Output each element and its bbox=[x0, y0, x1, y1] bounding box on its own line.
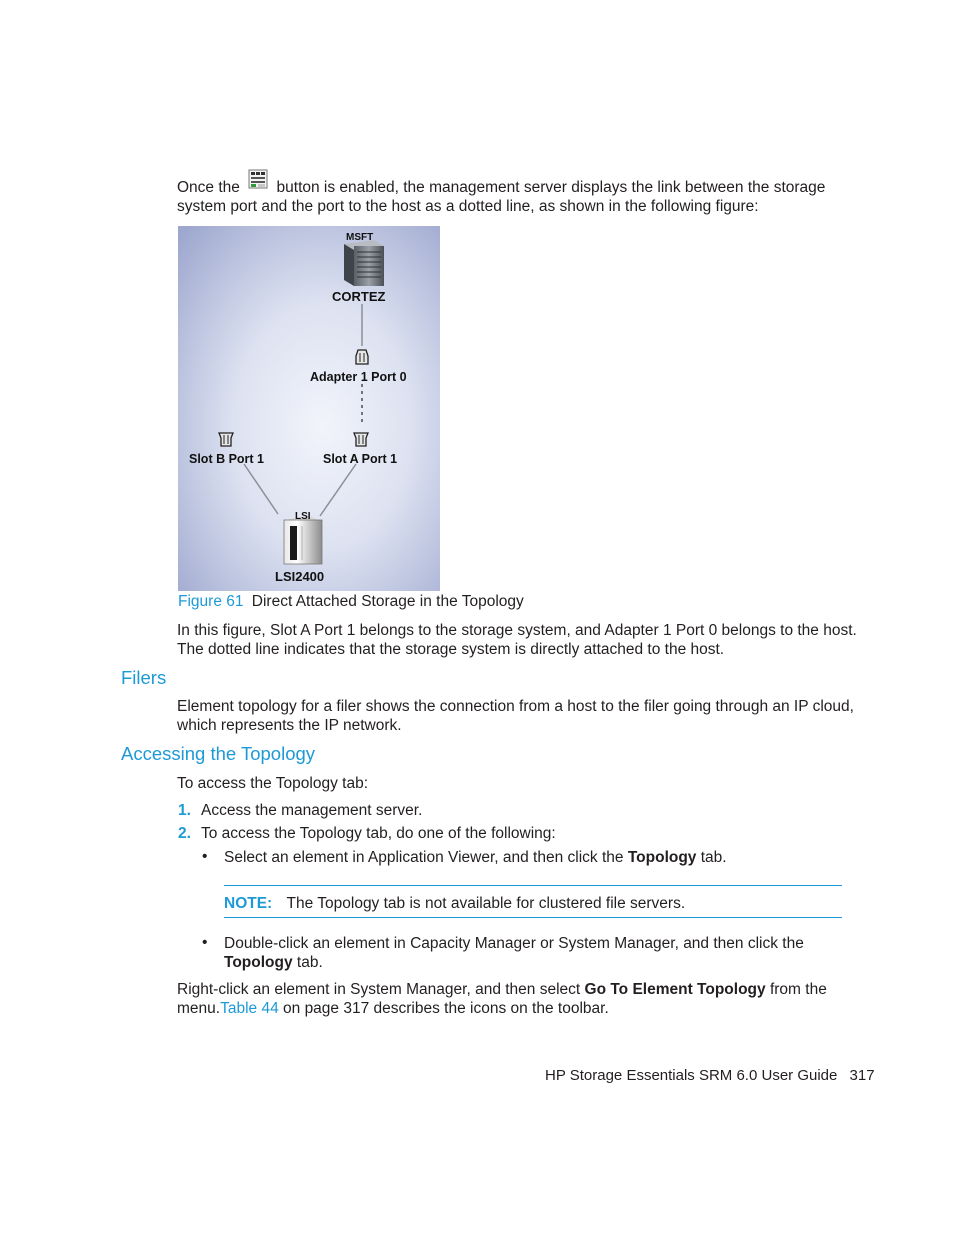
figure-explanation-line-2: The dotted line indicates that the storage system is directly attached to the host. bbox=[177, 641, 725, 658]
step-1-text: Access the management server. bbox=[201, 802, 423, 819]
bullet-2-marker: • bbox=[202, 934, 208, 951]
footer-title: HP Storage Essentials SRM 6.0 User Guide bbox=[545, 1067, 838, 1084]
step-2-number: 2. bbox=[178, 825, 191, 842]
bullet-1-suffix: tab. bbox=[700, 849, 727, 866]
bullet-2 bbox=[224, 934, 844, 972]
filers-line-1: Element topology for a filer shows the connection from a host to the filer going through an IP cloud, bbox=[177, 698, 854, 715]
go-to-element-topology-bold: Go To Element Topology bbox=[584, 981, 766, 998]
bullet-1 bbox=[224, 848, 844, 867]
closing-line-2-suffix: on page 317 describes the icons on the toolbar. bbox=[283, 1000, 609, 1017]
step-2-text: To access the Topology tab, do one of the following: bbox=[201, 825, 556, 842]
filers-paragraph bbox=[177, 697, 857, 735]
slot-a-port-icon bbox=[354, 433, 368, 446]
adapter-label: Adapter 1 Port 0 bbox=[310, 370, 407, 384]
bullet-1-marker: • bbox=[202, 848, 208, 865]
filers-line-2: which represents the IP network. bbox=[177, 717, 402, 734]
intro-text-after: button is enabled, the management server displays the link between the storage bbox=[276, 179, 826, 196]
page-footer bbox=[545, 1067, 875, 1084]
host-name-label: CORTEZ bbox=[332, 289, 386, 304]
slot-b-label: Slot B Port 1 bbox=[189, 452, 265, 466]
server-icon bbox=[344, 240, 384, 286]
topology-figure bbox=[178, 226, 440, 591]
note-text: The Topology tab is not available for clustered file servers. bbox=[286, 895, 686, 912]
closing-line-2-prefix: menu. bbox=[177, 1000, 221, 1017]
bullet-2-suffix: tab. bbox=[296, 954, 323, 971]
closing-prefix: Right-click an element in System Manager, and then select bbox=[177, 981, 581, 998]
topology-link-icon bbox=[248, 169, 268, 189]
storage-array-icon bbox=[284, 516, 322, 564]
closing-paragraph bbox=[177, 980, 847, 1018]
bullet-1-topology-bold: Topology bbox=[627, 849, 697, 866]
note-bottom-rule bbox=[224, 917, 842, 918]
filers-heading: Filers bbox=[121, 667, 167, 688]
step-1-number: 1. bbox=[178, 802, 191, 819]
note-label: NOTE: bbox=[224, 895, 273, 912]
note bbox=[224, 895, 685, 913]
figure-caption-text: Direct Attached Storage in the Topology bbox=[251, 593, 524, 610]
closing-suffix: from the bbox=[769, 981, 827, 998]
intro-paragraph bbox=[177, 175, 847, 216]
figure-number: Figure 61 bbox=[178, 593, 244, 610]
host-top-label: MSFT bbox=[346, 232, 374, 243]
topology-diagram bbox=[178, 226, 440, 591]
table-44-link[interactable]: Table 44 bbox=[220, 1000, 279, 1017]
figure-explanation bbox=[177, 621, 857, 659]
accessing-intro: To access the Topology tab: bbox=[177, 775, 369, 792]
bullet-2-topology-bold: Topology bbox=[224, 954, 293, 971]
figure-caption bbox=[178, 593, 524, 611]
slot-a-label: Slot A Port 1 bbox=[323, 452, 398, 466]
storage-name-label: LSI2400 bbox=[275, 569, 325, 584]
adapter-port-icon bbox=[356, 350, 368, 364]
accessing-topology-heading: Accessing the Topology bbox=[121, 743, 316, 764]
storage-top-label: LSI bbox=[295, 511, 311, 522]
bullet-2-line-1: Double-click an element in Capacity Manager or System Manager, and then click the bbox=[224, 935, 804, 952]
slot-b-port-icon bbox=[219, 433, 233, 446]
page-number: 317 bbox=[849, 1067, 875, 1084]
figure-explanation-line-1: In this figure, Slot A Port 1 belongs to the storage system, and Adapter 1 Port 0 belongs to the host. bbox=[177, 622, 857, 639]
note-top-rule bbox=[224, 885, 842, 886]
bullet-1-prefix: Select an element in Application Viewer, and then click the bbox=[224, 849, 624, 866]
intro-text-before: Once the bbox=[177, 179, 240, 196]
intro-line-2: system port and the port to the host as a dotted line, as shown in the following figure: bbox=[177, 198, 759, 215]
